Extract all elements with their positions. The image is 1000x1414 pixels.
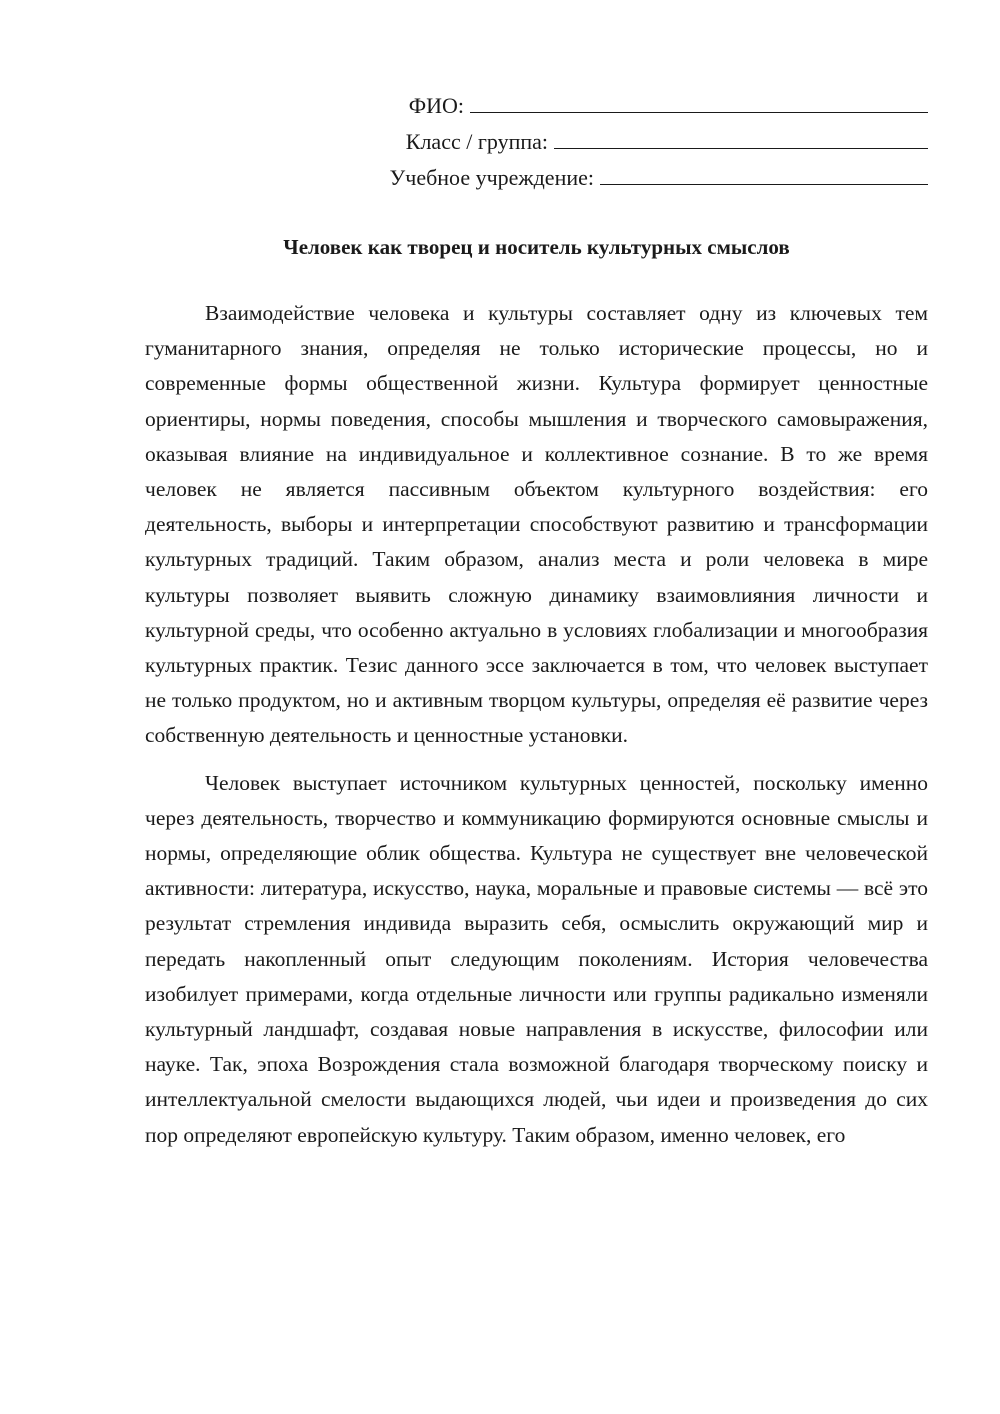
fio-blank-line[interactable]	[470, 90, 928, 113]
student-info-block	[308, 88, 928, 196]
class-label: Класс / группа:	[405, 129, 548, 154]
institution-label: Учебное учреждение:	[389, 165, 594, 190]
class-blank-line[interactable]	[554, 126, 928, 149]
paragraph-introduction: Взаимодействие человека и культуры составляет одну из ключевых тем гуманитарного знания, определяя не только исторические процессы, но и современные формы общественной жизни. Культура формирует ценностные ориентиры, нормы поведения, способы мышления и творческого самовыражения, оказывая влияние на индивидуальное и коллективное сознание. В то же время человек не является пассивным объектом культурного воздействия: его деятельность, выборы и интерпретации способствуют развитию и трансформации культурных традиций. Таким образом, анализ места и роли человека в мире культуры позволяет выявить сложную динамику взаимовлияния личности и культурной среды, что особенно актуально в условиях глобализации и многообразия культурных практик. Тезис данного эссе заключается в том, что человек выступает не только продуктом, но и активным творцом культуры, определяя её развитие через собственную деятельность и ценностные установки.	[145, 301, 928, 748]
paragraph-second: Человек выступает источником культурных ценностей, поскольку именно через деятельность, творчество и коммуникацию формируются основные смыслы и нормы, определяющие облик общества. Культура не существует вне человеческой активности: литература, искусство, наука, моральные и правовые системы — всё это результат стремления индивида выразить себя, осмыслить окружающий мир и передать накопленный опыт следующим поколениям. История человечества изобилует примерами, когда отдельные личности или группы радикально изменяли культурный ландшафт, создавая новые направления в искусстве, философии или науке. Так, эпоха Возрождения стала возможной благодаря творческому поиску и интеллектуальной смелости выдающихся людей, чьи идеи и произведения до сих пор определяют европейскую культуру. Таким образом, именно человек, его	[145, 770, 928, 1147]
fio-label: ФИО:	[408, 93, 464, 118]
fio-row	[308, 88, 928, 124]
institution-blank-line[interactable]	[600, 162, 928, 185]
essay-title: Человек как творец и носитель культурных смыслов	[283, 235, 790, 259]
institution-row	[308, 160, 928, 196]
essay-body	[145, 296, 928, 1165]
class-row	[308, 124, 928, 160]
